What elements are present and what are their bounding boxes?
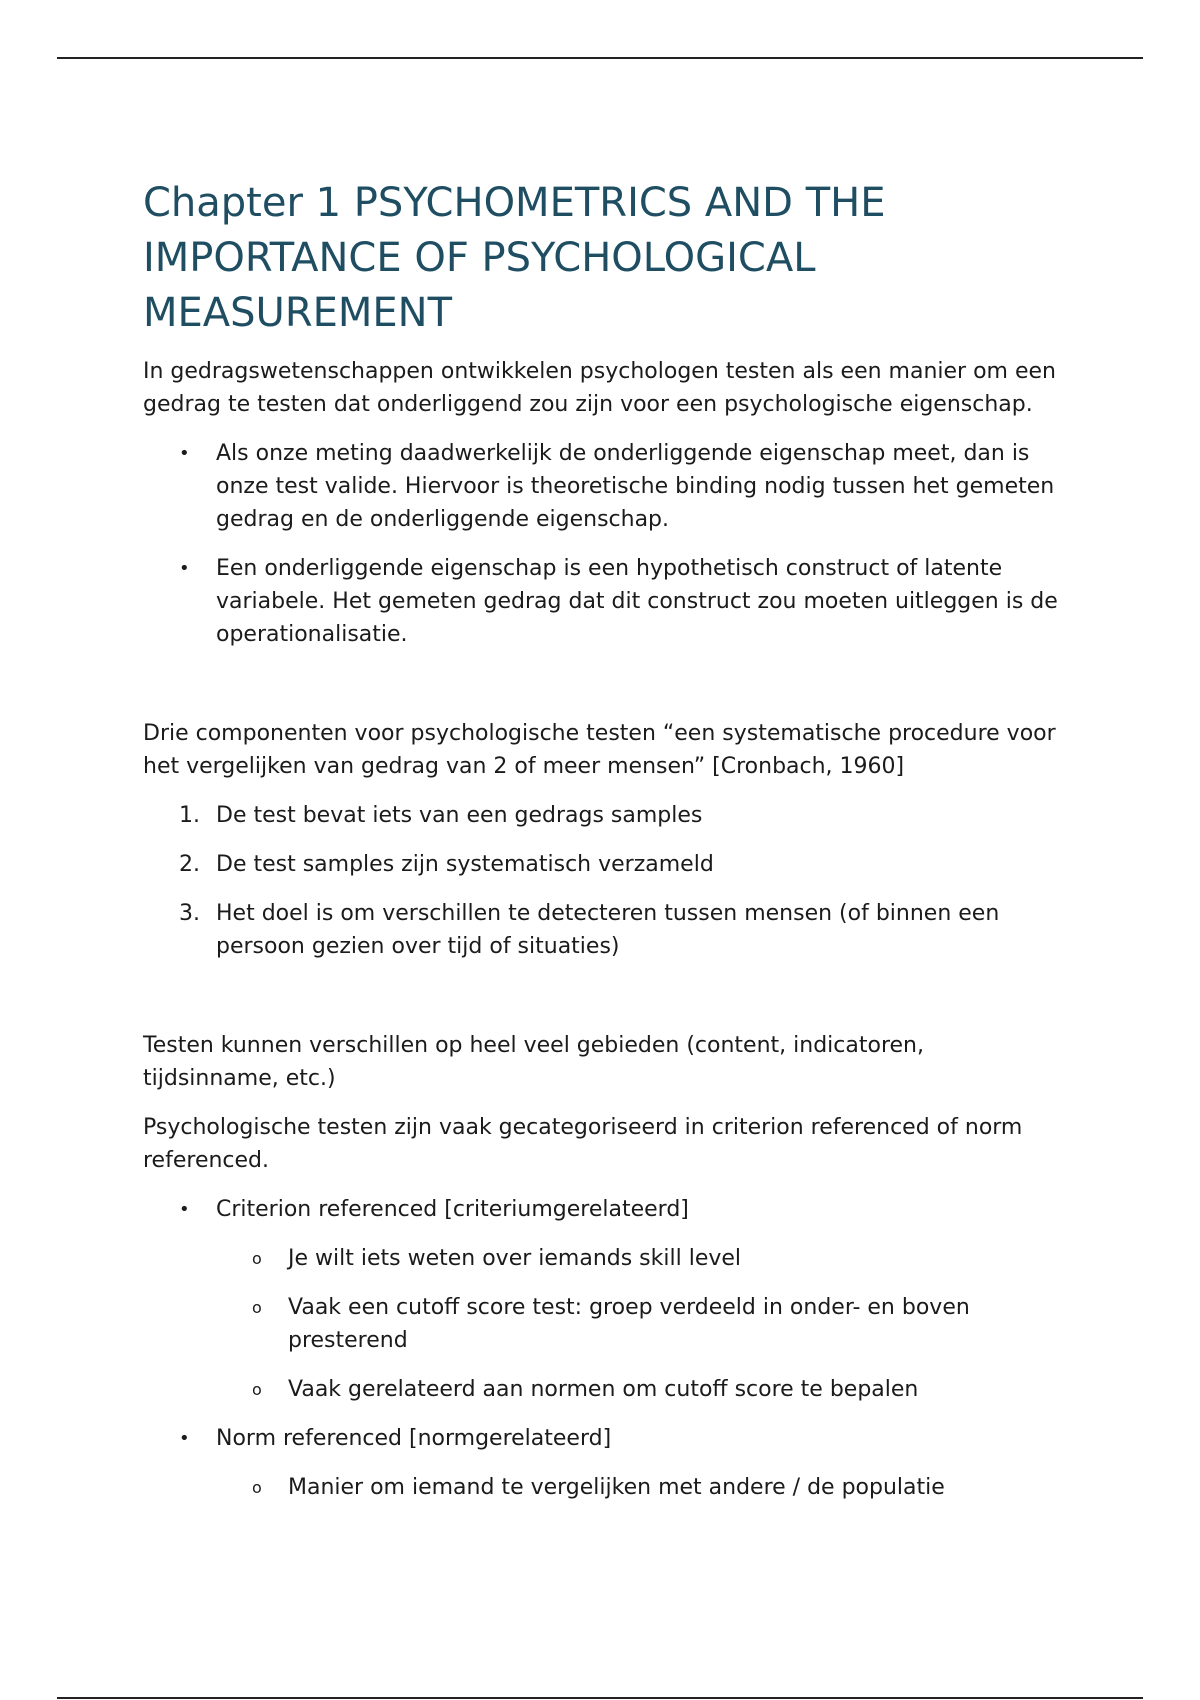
list-item: 1. De test bevat iets van een gedrags samples bbox=[143, 799, 1063, 832]
list-item: o Je wilt iets weten over iemands skill level bbox=[143, 1242, 1063, 1275]
list-item: o Manier om iemand te vergelijken met andere / de populatie bbox=[143, 1471, 1063, 1504]
bullet-icon: • bbox=[179, 1199, 190, 1220]
circle-bullet-icon: o bbox=[252, 1298, 262, 1317]
list-item: • Als onze meting daadwerkelijk de onderliggende eigenschap meet, dan is onze test valide. Hiervoor is theoretische binding nodig tussen het gemeten gedrag en de onderliggende eigenschap. bbox=[143, 437, 1063, 536]
header-rule bbox=[57, 57, 1143, 59]
categories-list-2 bbox=[143, 1422, 1063, 1455]
list-item: • Norm referenced [normgerelateerd] bbox=[143, 1422, 1063, 1455]
components-intro: Drie componenten voor psychologische testen “een systematische procedure voor het vergelijken van gedrag van 2 of meer mensen” [Cronbach, 1960] bbox=[143, 721, 1056, 779]
document-body bbox=[143, 176, 1063, 1504]
bullet-icon: • bbox=[179, 558, 190, 579]
list-number: 1. bbox=[179, 803, 200, 828]
norm-sub-list bbox=[143, 1471, 1063, 1504]
bullet-icon: • bbox=[179, 443, 190, 464]
intro-paragraph: In gedragswetenschappen ontwikkelen psychologen testen als een manier om een gedrag te testen dat onderliggend zou zijn voor een psychologische eigenschap. bbox=[143, 359, 1056, 417]
tests-differ-paragraph: Testen kunnen verschillen op heel veel gebieden (content, indicatoren, tijdsinname, etc.) bbox=[143, 1033, 924, 1091]
intro-bullet-list bbox=[143, 437, 1063, 651]
categories-list bbox=[143, 1193, 1063, 1226]
circle-bullet-icon: o bbox=[252, 1380, 262, 1399]
circle-bullet-icon: o bbox=[252, 1478, 262, 1497]
criterion-sub-list bbox=[143, 1242, 1063, 1406]
list-item: • Een onderliggende eigenschap is een hypothetisch construct of latente variabele. Het gemeten gedrag dat dit construct zou moeten uitleggen is de operationalisatie. bbox=[143, 552, 1063, 651]
chapter-title: Chapter 1 PSYCHOMETRICS AND THE IMPORTANCE OF PSYCHOLOGICAL MEASUREMENT bbox=[143, 180, 886, 336]
list-item: 2. De test samples zijn systematisch verzameld bbox=[143, 848, 1063, 881]
list-item: 3. Het doel is om verschillen te detecteren tussen mensen (of binnen een persoon gezien over tijd of situaties) bbox=[143, 897, 1063, 963]
circle-bullet-icon: o bbox=[252, 1249, 262, 1268]
list-number: 3. bbox=[179, 901, 200, 926]
categorized-paragraph: Psychologische testen zijn vaak gecategoriseerd in criterion referenced of norm referenced. bbox=[143, 1115, 1023, 1173]
list-item: o Vaak een cutoff score test: groep verdeeld in onder- en boven presterend bbox=[143, 1291, 1063, 1357]
bullet-icon: • bbox=[179, 1428, 190, 1449]
footer-rule bbox=[57, 1697, 1143, 1699]
list-item: • Criterion referenced [criteriumgerelateerd] bbox=[143, 1193, 1063, 1226]
list-number: 2. bbox=[179, 852, 200, 877]
components-numbered-list bbox=[143, 799, 1063, 963]
list-item: o Vaak gerelateerd aan normen om cutoff score te bepalen bbox=[143, 1373, 1063, 1406]
